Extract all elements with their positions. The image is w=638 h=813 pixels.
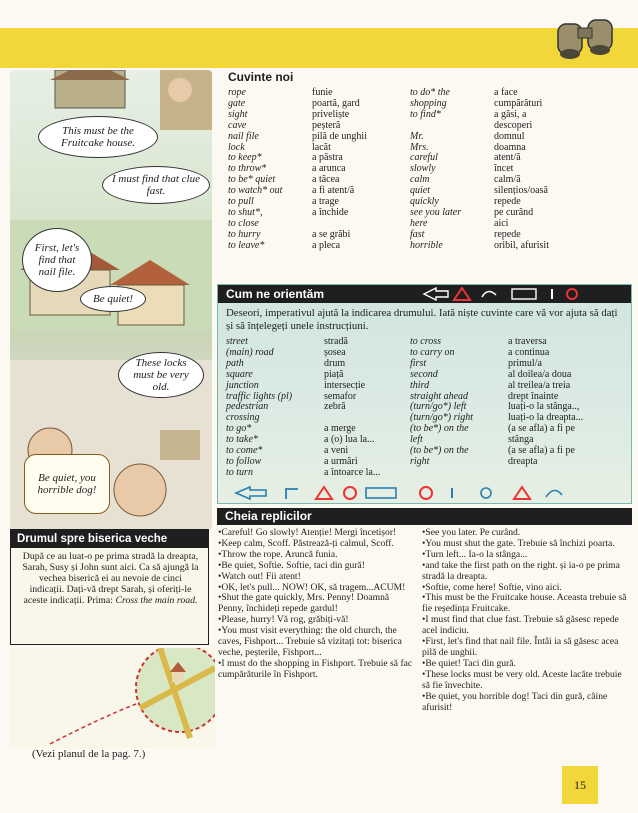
term-english: third: [410, 379, 430, 391]
dialogue-line: •Be quiet! Taci din gură.: [422, 657, 516, 669]
vocab-row: [226, 413, 416, 424]
term-english: cave: [228, 119, 247, 131]
term-english: (to be*) on the: [410, 423, 469, 435]
term-romanian: a tăcea: [312, 174, 340, 186]
term-english: street: [226, 336, 248, 347]
term-english: right: [410, 455, 430, 467]
vocab-row: [228, 241, 408, 252]
answer-key-column-1: [218, 528, 414, 681]
term-english: to cross: [410, 336, 442, 347]
term-romanian: stânga: [508, 434, 534, 446]
dialogue-line: •These locks must be very old. Aceste lacăte trebuie să fie învechite.: [422, 668, 622, 691]
term-english: to close: [228, 217, 259, 229]
term-romanian: al doilea/a doua: [508, 368, 572, 380]
term-romanian: doamna: [494, 141, 526, 153]
term-english: nail file: [228, 130, 259, 142]
term-romanian: a trage: [312, 196, 339, 208]
term-romanian: a păstra: [312, 152, 343, 164]
term-english: horrible: [410, 239, 443, 251]
vocab-row: [410, 241, 632, 252]
term-english: left: [410, 434, 423, 446]
dialogue-line: •See you later. Pe curând.: [422, 527, 521, 538]
map-reference: (Vezi planul de la pag. 7.): [32, 748, 146, 760]
term-romanian: lacăt: [312, 141, 331, 153]
dialogue-line: •You must shut the gate. Trebuie să închizi poarta.: [422, 537, 615, 549]
dialogue-line: •You must visit everything: the old church, the caves, Fishport... Trebuie să vizitați tot: biserica veche, peșterile, Fishport...: [218, 625, 402, 658]
map-drawing: [10, 648, 215, 748]
term-romanian: a continua: [508, 346, 550, 358]
term-english: to turn: [226, 466, 253, 478]
answer-key-column-2: [422, 528, 628, 713]
vocab-row: [410, 381, 628, 392]
term-romanian: a urmări: [324, 455, 358, 467]
term-english: first: [410, 357, 427, 369]
term-romanian: primul/a: [508, 357, 542, 369]
term-romanian: a traversa: [508, 336, 547, 347]
term-romanian: a pleca: [312, 239, 341, 251]
speech-bubble-locks: These locks must be very old.: [118, 352, 204, 398]
answer-key-title: Cheia replicilor: [217, 508, 632, 525]
speech-bubble-nail-file: First, let's find that nail file.: [22, 228, 92, 292]
term-english: calm: [410, 174, 430, 186]
vocab-row: [410, 164, 632, 175]
term-english: to do* the: [410, 87, 450, 98]
dialogue-line: •First, let's find that nail file. Întâi ia să găsesc acea pilă de unghii.: [422, 636, 619, 658]
term-romanian: priveliște: [312, 108, 350, 120]
term-romanian: (a se afla) a fi pe: [508, 445, 575, 457]
term-romanian: a fi atent/ă: [312, 185, 355, 197]
term-romanian: cumpărături: [494, 97, 543, 109]
term-romanian: silențios/oasă: [494, 185, 548, 197]
term-romanian: aici: [494, 217, 509, 229]
dialogue-line: •I must find that clue fast. Trebuie să găsesc repede acel indiciu.: [422, 614, 619, 637]
vocab-row: [410, 153, 632, 164]
vocab-row: [410, 121, 632, 132]
term-romanian: încet: [494, 163, 514, 175]
vocab-row: [410, 143, 632, 154]
term-english: to be* quiet: [228, 174, 276, 186]
term-english: to shut*,: [228, 206, 263, 218]
dialogue-line: •Throw the rope. Aruncă funia.: [218, 548, 338, 560]
page-number: 15: [562, 766, 598, 804]
term-romanian: domnul: [494, 130, 525, 142]
directions-title: Cum ne orientăm: [218, 285, 631, 303]
term-english: see you later: [410, 206, 462, 218]
term-english: slowly: [410, 163, 436, 175]
term-english: to hurry: [228, 228, 261, 240]
route-first-instruction: Cross the main road.: [115, 595, 198, 606]
term-romanian: atent/ă: [494, 152, 521, 164]
term-romanian: a face: [494, 87, 518, 98]
route-box: [10, 529, 209, 645]
directions-column-1: [226, 337, 416, 479]
term-english: straight ahead: [410, 390, 469, 402]
vocab-row: [410, 208, 632, 219]
speech-bubble-be-quiet: Be quiet!: [80, 286, 146, 312]
term-english: lock: [228, 141, 245, 153]
dialogue-line: •Careful! Go slowly! Atenție! Mergi încetișor!: [218, 527, 397, 538]
vocab-row: [228, 121, 408, 132]
term-english: second: [410, 368, 438, 380]
vocab-row: [226, 370, 416, 381]
vocab-row: [226, 348, 416, 359]
term-english: to take*: [226, 434, 258, 446]
direction-signs-strip: [226, 485, 626, 501]
term-romanian: a se grăbi: [312, 228, 351, 240]
term-english: crossing: [226, 412, 260, 424]
dialogue-line: •Be quiet, you horrible dog! Taci din gură, câine afurisit!: [422, 690, 608, 713]
term-romanian: a găsi, a: [494, 108, 527, 120]
route-text: [11, 548, 208, 606]
term-english: careful: [410, 152, 438, 164]
speech-bubble-clue: I must find that clue fast.: [102, 166, 210, 204]
term-romanian: luați-o la stânga..,: [508, 401, 580, 413]
term-romanian: funie: [312, 87, 333, 98]
term-romanian: stradă: [324, 336, 348, 347]
vocab-row: [228, 132, 408, 143]
term-english: sight: [228, 108, 248, 120]
dialogue-line: •Softie, come here! Softie, vino aici.: [422, 581, 562, 593]
speech-bubble-fruitcake: This must be the Fruitcake house.: [38, 116, 158, 158]
term-english: pedestrian: [226, 401, 269, 413]
term-english: to carry on: [410, 346, 455, 358]
dialogue-line: •Be quiet, Softie. Softie, taci din gură!: [218, 559, 365, 571]
term-english: fast: [410, 228, 425, 240]
term-romanian: a veni: [324, 445, 349, 457]
term-romanian: peșteră: [312, 119, 341, 131]
route-map: [10, 648, 215, 748]
term-english: square: [226, 368, 253, 380]
dialogue-line: •Please, hurry! Vă rog, grăbiți-vă!: [218, 614, 349, 626]
term-romanian: intersecție: [324, 379, 366, 391]
term-romanian: dreapta: [508, 455, 538, 467]
term-romanian: drum: [324, 357, 346, 369]
term-romanian: (a se afla) a fi pe: [508, 423, 575, 435]
route-body: După ce au luat-o pe prima stradă la dreapta, Sarah, Susy și John sunt aici. Ca să ajungă la vechea biserică ei au nevoie de cinci indicații. Dați-vă drept Sarah, și oferiți-le aceste indicații. Prima:: [22, 551, 199, 606]
vocab-column-1: [228, 88, 408, 252]
term-english: Mrs.: [410, 141, 429, 153]
dialogue-line: •OK, let's pull... NOW! OK, să tragem...ACUM!: [218, 581, 406, 593]
term-romanian: calm/ă: [494, 174, 521, 186]
term-english: to come*: [226, 445, 263, 457]
term-romanian: semafor: [324, 390, 357, 402]
cartoon-illustration: [10, 70, 212, 530]
directions-intro: Deseori, imperativul ajută la indicarea drumului. Iată niște cuvinte care vă vor ajuta să dați și să înțelegeți unele instrucțiuni.: [226, 307, 618, 332]
vocab-row: [410, 186, 632, 197]
term-english: (main) road: [226, 346, 274, 358]
term-romanian: al treilea/a treia: [508, 379, 571, 391]
term-romanian: piață: [324, 368, 344, 380]
header-band: [0, 28, 638, 68]
term-english: quiet: [410, 185, 430, 197]
term-english: to find*: [410, 108, 441, 120]
term-english: (to be*) on the: [410, 445, 469, 457]
vocab-row: [410, 457, 628, 468]
term-english: to follow: [226, 455, 262, 467]
dialogue-line: •Watch out! Fii atent!: [218, 570, 301, 582]
vocab-title: Cuvinte noi: [228, 70, 294, 84]
speech-bubble-dog: Be quiet, you horrible dog!: [24, 454, 110, 514]
term-romanian: oribil, afurisit: [494, 239, 549, 251]
term-romanian: a (o) lua la...: [324, 434, 375, 446]
term-english: to throw*: [228, 163, 267, 175]
directions-section: [217, 284, 632, 504]
term-romanian: a arunca: [312, 163, 346, 175]
term-romanian: drept înainte: [508, 390, 559, 402]
term-english: Mr.: [410, 130, 424, 142]
dialogue-line: •Shut the gate quickly, Mrs. Penny! Doamnă Penny, închideți repede gardul!: [218, 592, 390, 615]
term-romanian: a merge: [324, 423, 356, 435]
vocab-row: [410, 370, 628, 381]
term-english: to keep*: [228, 152, 262, 164]
term-english: gate: [228, 97, 246, 109]
vocab-row: [410, 219, 632, 230]
term-english: here: [410, 217, 428, 229]
term-english: rope: [228, 87, 246, 98]
term-english: quickly: [410, 196, 439, 208]
dialogue-line: •Keep calm, Scoff. Păstrează-ți calmul, Scoff.: [218, 537, 394, 549]
vocab-row: [226, 468, 416, 479]
vocab-row: [226, 359, 416, 370]
vocab-row: [226, 381, 416, 392]
term-romanian: pe curând: [494, 206, 534, 218]
term-romanian: a întoarce la...: [324, 466, 381, 478]
vocab-row: [410, 132, 632, 143]
term-romanian: a închide: [312, 206, 349, 218]
term-english: [410, 121, 494, 132]
dialogue-line: •I must do the shopping in Fishport. Trebuie să fac cumpărăturile în Fishport.: [218, 657, 413, 680]
dialogue-line: •This must be the Fruitcake house. Aceasta trebuie să fie reședința Fruitcake.: [422, 592, 627, 615]
route-title: Drumul spre biserica veche: [11, 530, 208, 548]
term-romanian: pilă de unghii: [312, 130, 367, 142]
term-english: to pull: [228, 196, 254, 208]
term-romanian: poartă, gard: [312, 97, 360, 109]
directions-column-2: [410, 337, 628, 468]
vocab-row: [226, 457, 416, 468]
term-english: traffic lights (pl): [226, 390, 293, 402]
term-romanian: repede: [494, 228, 521, 240]
term-english: shopping: [410, 97, 447, 109]
term-romanian: șosea: [324, 346, 346, 358]
term-romanian: repede: [494, 196, 521, 208]
term-english: to go*: [226, 423, 252, 435]
dialogue-line: •Turn left... Ia-o la stânga...: [422, 548, 528, 560]
term-romanian: zebră: [324, 401, 346, 413]
direction-signs-icon: [422, 287, 628, 301]
term-romanian: luați-o la dreapta...: [508, 412, 584, 424]
dialogue-line: •and take the first path on the right. și ia-o pe prima stradă la dreapta.: [422, 559, 620, 582]
binoculars-icon: [552, 10, 624, 62]
term-english: path: [226, 357, 244, 369]
term-english: (turn/go*) left: [410, 401, 467, 413]
vocab-column-2: [410, 88, 632, 252]
term-english: junction: [226, 379, 259, 391]
term-english: to watch* out: [228, 185, 283, 197]
term-english: to leave*: [228, 239, 265, 251]
term-romanian: descoperi: [494, 119, 533, 131]
term-english: (turn/go*) right: [410, 412, 474, 424]
